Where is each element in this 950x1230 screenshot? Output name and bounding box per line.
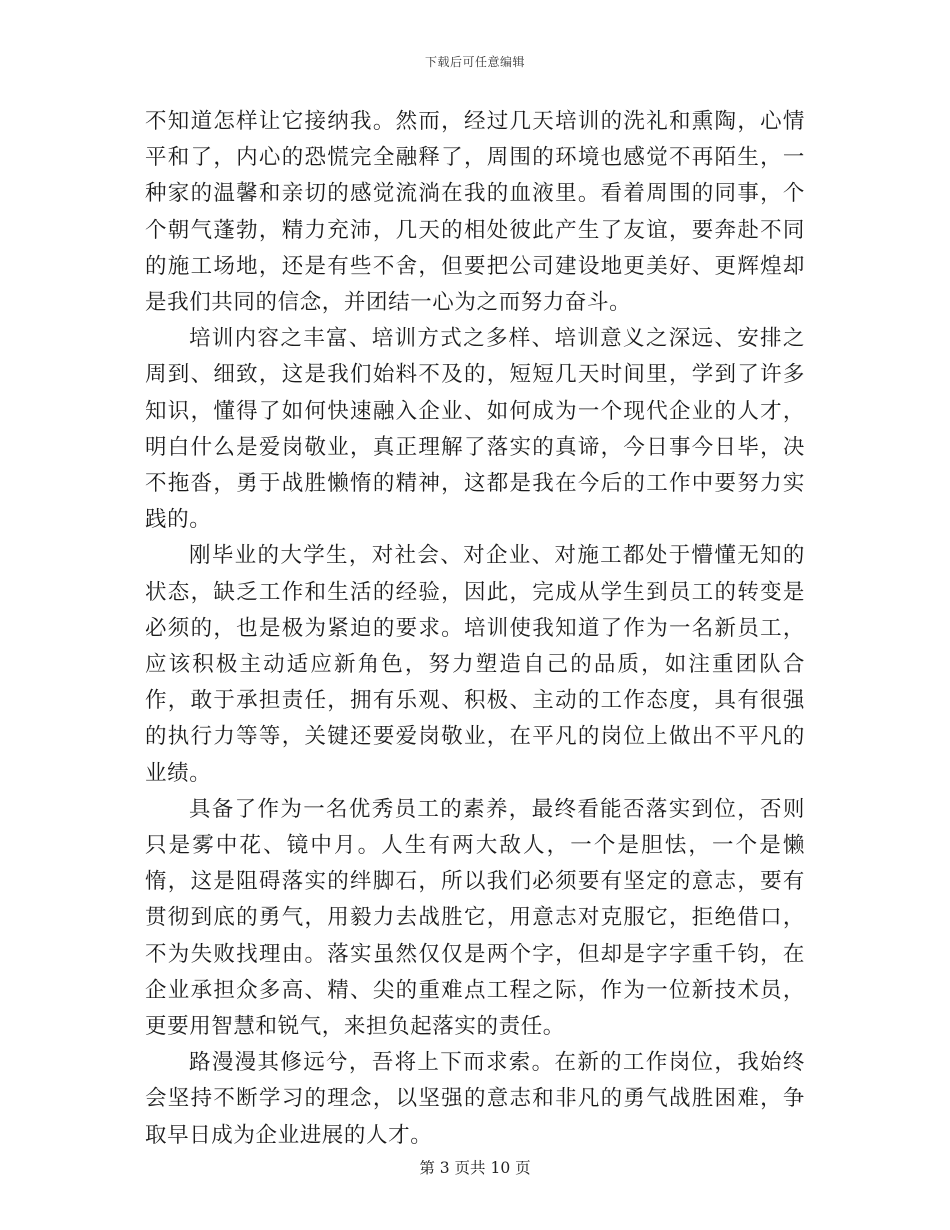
paragraph-implementation: 具备了作为一名优秀员工的素养，最终看能否落实到位，否则只是雾中花、镜中月。人生有两大敌人，一个是胆怯，一个是懒惰，这是阻碍落实的绊脚石，所以我们必须要有坚定的意志，要有贯彻到底的勇气，用毅力去战胜它，用意志对克服它，拒绝借口，不为失败找理由。落实虽然仅仅是两个字，但却是字字重千钧，在企业承担众多高、精、尖的重难点工程之际，作为一位新技术员，更要用智慧和锐气，来担负起落实的责任。 — [145, 796, 805, 1040]
document-body — [145, 104, 805, 1154]
page-header: 下载后可任意编辑 — [424, 55, 525, 69]
paragraph-training-content: 培训内容之丰富、培训方式之多样、培训意义之深远、安排之周到、细致，这是我们始料不及的，短短几天时间里，学到了许多知识，懂得了如何快速融入企业、如何成为一个现代企业的人才，明白什么是爱岗敬业，真正理解了落实的真谛，今日事今日毕，决不拖沓，勇于战胜懒惰的精神，这都是我在今后的工作中要努力实践的。 — [145, 326, 805, 533]
paragraph-closing: 路漫漫其修远兮，吾将上下而求索。在新的工作岗位，我始终会坚持不断学习的理念，以坚强的意志和非凡的勇气战胜困难，争取早日成为企业进展的人才。 — [145, 1050, 805, 1148]
paragraph-continued: 不知道怎样让它接纳我。然而，经过几天培训的洗礼和熏陶，心情平和了，内心的恐慌完全融释了，周围的环境也感觉不再陌生，一种家的温馨和亲切的感觉流淌在我的血液里。看着周围的同事，个个朝气蓬勃，精力充沛，几天的相处彼此产生了友谊，要奔赴不同的施工场地，还是有些不舍，但要把公司建设地更美好、更辉煌却是我们共同的信念，并团结一心为之而努力奋斗。 — [145, 109, 805, 316]
paragraph-graduate: 刚毕业的大学生，对社会、对企业、对施工都处于懵懂无知的状态，缺乏工作和生活的经验，因此，完成从学生到员工的转变是必须的，也是极为紧迫的要求。培训使我知道了作为一名新员工，应该积极主动适应新角色，努力塑造自己的品质，如注重团队合作，敢于承担责任，拥有乐观、积极、主动的工作态度，具有很强的执行力等等，关键还要爱岗敬业，在平凡的岗位上做出不平凡的业绩。 — [145, 543, 805, 786]
page-number: 第 3 页共 10 页 — [419, 1159, 531, 1177]
